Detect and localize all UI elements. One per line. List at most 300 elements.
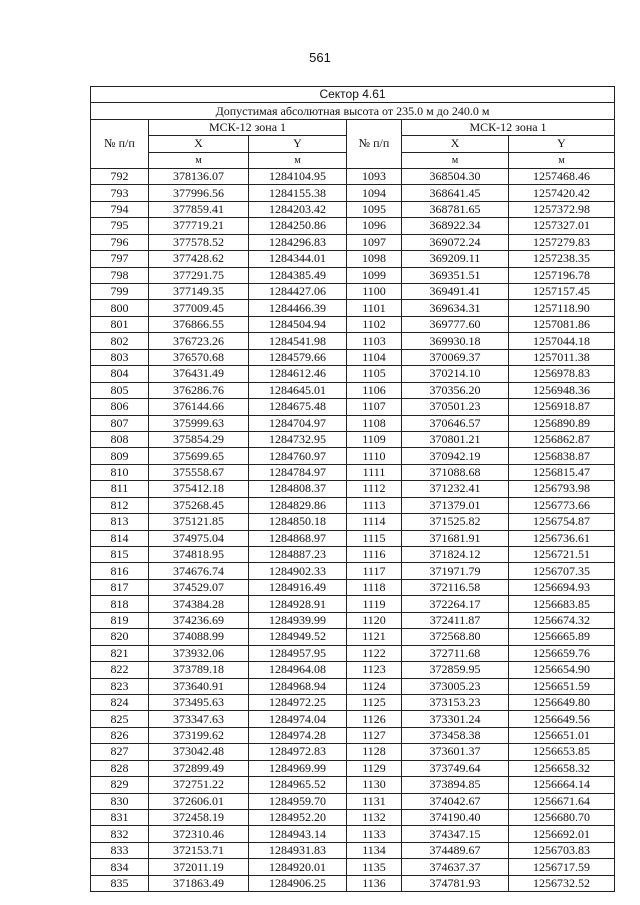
y-value-left: 1284931.83 xyxy=(249,842,347,858)
point-number-left: 829 xyxy=(91,777,149,793)
x-value-right: 369491.41 xyxy=(402,284,509,300)
x-value-right: 369209.11 xyxy=(402,251,509,267)
x-value-left: 374529.07 xyxy=(149,579,249,595)
point-number-right: 1120 xyxy=(347,612,402,628)
point-number-left: 806 xyxy=(91,399,149,415)
y-value-left: 1284784.97 xyxy=(249,464,347,480)
x-value-right: 374347.15 xyxy=(402,826,509,842)
y-value-left: 1284939.99 xyxy=(249,612,347,628)
table-row xyxy=(91,267,615,283)
x-value-left: 373347.63 xyxy=(149,711,249,727)
y-value-right: 1256654.90 xyxy=(509,662,615,678)
point-number-right: 1094 xyxy=(347,185,402,201)
point-number-left: 835 xyxy=(91,875,149,891)
x-value-left: 373495.63 xyxy=(149,694,249,710)
table-row xyxy=(91,185,615,201)
x-header-right: X xyxy=(402,136,509,152)
point-number-left: 824 xyxy=(91,694,149,710)
table-row xyxy=(91,431,615,447)
point-number-right: 1125 xyxy=(347,694,402,710)
y-value-left: 1284385.49 xyxy=(249,267,347,283)
point-number-left: 802 xyxy=(91,333,149,349)
y-value-left: 1284952.20 xyxy=(249,810,347,826)
y-value-right: 1257044.18 xyxy=(509,333,615,349)
y-value-left: 1284203.42 xyxy=(249,201,347,217)
y-value-left: 1284974.04 xyxy=(249,711,347,727)
y-value-right: 1256665.89 xyxy=(509,629,615,645)
y-value-left: 1284104.95 xyxy=(249,168,347,184)
sector-title: Сектор 4.61 xyxy=(91,87,615,103)
table-row xyxy=(91,875,615,891)
point-number-left: 827 xyxy=(91,744,149,760)
y-value-left: 1284916.49 xyxy=(249,579,347,595)
y-value-left: 1284943.14 xyxy=(249,826,347,842)
y-value-left: 1284541.98 xyxy=(249,333,347,349)
point-number-left: 833 xyxy=(91,842,149,858)
y-value-left: 1284704.97 xyxy=(249,415,347,431)
y-value-left: 1284972.83 xyxy=(249,744,347,760)
x-value-left: 374818.95 xyxy=(149,547,249,563)
table-row xyxy=(91,366,615,382)
point-number-left: 798 xyxy=(91,267,149,283)
point-number-left: 826 xyxy=(91,727,149,743)
table-row xyxy=(91,711,615,727)
x-value-left: 376570.68 xyxy=(149,349,249,365)
point-number-right: 1113 xyxy=(347,497,402,513)
point-number-right: 1095 xyxy=(347,201,402,217)
x-value-left: 375999.63 xyxy=(149,415,249,431)
coordinates-table xyxy=(90,86,615,892)
x-value-left: 373640.91 xyxy=(149,678,249,694)
point-number-right: 1126 xyxy=(347,711,402,727)
point-number-left: 801 xyxy=(91,316,149,332)
y-value-right: 1256732.52 xyxy=(509,875,615,891)
point-number-right: 1123 xyxy=(347,662,402,678)
num-header-right: № п/п xyxy=(347,119,402,168)
table-row xyxy=(91,448,615,464)
table-row xyxy=(91,612,615,628)
point-number-right: 1118 xyxy=(347,579,402,595)
y-value-left: 1284675.48 xyxy=(249,399,347,415)
x-value-left: 375699.65 xyxy=(149,448,249,464)
x-value-left: 375121.85 xyxy=(149,514,249,530)
x-value-right: 370356.20 xyxy=(402,382,509,398)
y-value-left: 1284250.86 xyxy=(249,218,347,234)
x-value-right: 374042.67 xyxy=(402,793,509,809)
point-number-left: 813 xyxy=(91,514,149,530)
point-number-right: 1110 xyxy=(347,448,402,464)
point-number-left: 815 xyxy=(91,547,149,563)
y-value-right: 1256978.83 xyxy=(509,366,615,382)
y-value-right: 1257196.78 xyxy=(509,267,615,283)
y-value-right: 1256692.01 xyxy=(509,826,615,842)
table-row xyxy=(91,842,615,858)
point-number-right: 1136 xyxy=(347,875,402,891)
x-value-right: 371232.41 xyxy=(402,481,509,497)
y-value-right: 1256683.85 xyxy=(509,596,615,612)
table-row xyxy=(91,678,615,694)
x-value-right: 368504.30 xyxy=(402,168,509,184)
y-value-left: 1284906.25 xyxy=(249,875,347,891)
x-value-left: 376866.55 xyxy=(149,316,249,332)
x-value-left: 373199.62 xyxy=(149,727,249,743)
y-value-right: 1256653.85 xyxy=(509,744,615,760)
x-value-left: 374384.28 xyxy=(149,596,249,612)
x-value-right: 374781.93 xyxy=(402,875,509,891)
x-value-left: 373789.18 xyxy=(149,662,249,678)
x-value-right: 371971.79 xyxy=(402,563,509,579)
y-value-left: 1284972.25 xyxy=(249,694,347,710)
x-value-right: 372116.58 xyxy=(402,579,509,595)
point-number-left: 792 xyxy=(91,168,149,184)
y-value-left: 1284466.39 xyxy=(249,300,347,316)
y-value-left: 1284959.70 xyxy=(249,793,347,809)
y-value-right: 1257468.46 xyxy=(509,168,615,184)
y-value-right: 1257420.42 xyxy=(509,185,615,201)
x-value-left: 372458.19 xyxy=(149,810,249,826)
x-value-left: 377719.21 xyxy=(149,218,249,234)
y-value-left: 1284964.08 xyxy=(249,662,347,678)
x-value-right: 374489.67 xyxy=(402,842,509,858)
point-number-right: 1108 xyxy=(347,415,402,431)
x-value-left: 375268.45 xyxy=(149,497,249,513)
point-number-left: 794 xyxy=(91,201,149,217)
y-value-right: 1256862.87 xyxy=(509,431,615,447)
point-number-left: 814 xyxy=(91,530,149,546)
y-value-left: 1284732.95 xyxy=(249,431,347,447)
point-number-right: 1121 xyxy=(347,629,402,645)
x-value-right: 371088.68 xyxy=(402,464,509,480)
point-number-right: 1106 xyxy=(347,382,402,398)
y-value-right: 1256754.87 xyxy=(509,514,615,530)
table-row xyxy=(91,810,615,826)
y-value-right: 1256649.80 xyxy=(509,694,615,710)
point-number-right: 1132 xyxy=(347,810,402,826)
point-number-left: 796 xyxy=(91,234,149,250)
point-number-right: 1096 xyxy=(347,218,402,234)
point-number-left: 821 xyxy=(91,645,149,661)
y-value-left: 1284957.95 xyxy=(249,645,347,661)
x-value-left: 372011.19 xyxy=(149,859,249,875)
y-value-left: 1284902.33 xyxy=(249,563,347,579)
y-value-right: 1256721.51 xyxy=(509,547,615,563)
point-number-left: 799 xyxy=(91,284,149,300)
point-number-left: 812 xyxy=(91,497,149,513)
system-header-right: МСК-12 зона 1 xyxy=(402,119,615,135)
x-value-left: 374236.69 xyxy=(149,612,249,628)
y-value-left: 1284579.66 xyxy=(249,349,347,365)
x-unit-right: м xyxy=(402,152,509,168)
y-value-right: 1257238.35 xyxy=(509,251,615,267)
y-header-left: Y xyxy=(249,136,347,152)
x-value-right: 369930.18 xyxy=(402,333,509,349)
y-value-left: 1284296.83 xyxy=(249,234,347,250)
x-value-right: 374637.37 xyxy=(402,859,509,875)
y-value-left: 1284808.37 xyxy=(249,481,347,497)
x-value-left: 375854.29 xyxy=(149,431,249,447)
y-value-right: 1256680.70 xyxy=(509,810,615,826)
y-value-left: 1284920.01 xyxy=(249,859,347,875)
y-unit-right: м xyxy=(509,152,615,168)
table-row xyxy=(91,300,615,316)
x-value-left: 377578.52 xyxy=(149,234,249,250)
table-row xyxy=(91,251,615,267)
point-number-left: 823 xyxy=(91,678,149,694)
y-value-left: 1284887.23 xyxy=(249,547,347,563)
point-number-left: 817 xyxy=(91,579,149,595)
point-number-left: 822 xyxy=(91,662,149,678)
y-value-left: 1284427.06 xyxy=(249,284,347,300)
point-number-right: 1107 xyxy=(347,399,402,415)
point-number-left: 831 xyxy=(91,810,149,826)
point-number-left: 793 xyxy=(91,185,149,201)
y-value-left: 1284645.01 xyxy=(249,382,347,398)
point-number-right: 1124 xyxy=(347,678,402,694)
x-value-right: 370069.37 xyxy=(402,349,509,365)
table-row xyxy=(91,530,615,546)
x-value-left: 371863.49 xyxy=(149,875,249,891)
table-row xyxy=(91,826,615,842)
point-number-left: 828 xyxy=(91,760,149,776)
x-value-right: 369777.60 xyxy=(402,316,509,332)
point-number-right: 1133 xyxy=(347,826,402,842)
x-value-right: 370801.21 xyxy=(402,431,509,447)
y-value-right: 1256918.87 xyxy=(509,399,615,415)
x-value-left: 374088.99 xyxy=(149,629,249,645)
x-value-left: 373042.48 xyxy=(149,744,249,760)
point-number-right: 1099 xyxy=(347,267,402,283)
y-value-right: 1256671.64 xyxy=(509,793,615,809)
table-row xyxy=(91,727,615,743)
table-row xyxy=(91,547,615,563)
table-row xyxy=(91,284,615,300)
table-row xyxy=(91,168,615,184)
x-value-right: 368641.45 xyxy=(402,185,509,201)
y-value-right: 1256838.87 xyxy=(509,448,615,464)
x-value-right: 371824.12 xyxy=(402,547,509,563)
y-value-right: 1257081.86 xyxy=(509,316,615,332)
table-row xyxy=(91,563,615,579)
table-row xyxy=(91,218,615,234)
x-value-left: 374975.04 xyxy=(149,530,249,546)
y-value-left: 1284868.97 xyxy=(249,530,347,546)
x-value-right: 371379.01 xyxy=(402,497,509,513)
point-number-left: 818 xyxy=(91,596,149,612)
x-value-right: 369351.51 xyxy=(402,267,509,283)
x-unit-left: м xyxy=(149,152,249,168)
y-value-right: 1257011.38 xyxy=(509,349,615,365)
table-row xyxy=(91,399,615,415)
point-number-left: 811 xyxy=(91,481,149,497)
table-row xyxy=(91,497,615,513)
x-value-right: 368922.34 xyxy=(402,218,509,234)
point-number-right: 1122 xyxy=(347,645,402,661)
y-value-right: 1257118.90 xyxy=(509,300,615,316)
x-value-left: 372153.71 xyxy=(149,842,249,858)
x-value-right: 370214.10 xyxy=(402,366,509,382)
y-value-right: 1257157.45 xyxy=(509,284,615,300)
point-number-left: 810 xyxy=(91,464,149,480)
table-row xyxy=(91,859,615,875)
point-number-right: 1119 xyxy=(347,596,402,612)
y-value-right: 1256815.47 xyxy=(509,464,615,480)
y-value-left: 1284949.52 xyxy=(249,629,347,645)
x-value-right: 374190.40 xyxy=(402,810,509,826)
point-number-right: 1128 xyxy=(347,744,402,760)
x-value-left: 372310.46 xyxy=(149,826,249,842)
point-number-right: 1102 xyxy=(347,316,402,332)
y-unit-left: м xyxy=(249,152,347,168)
table-row xyxy=(91,415,615,431)
x-value-right: 373153.23 xyxy=(402,694,509,710)
x-value-left: 378136.07 xyxy=(149,168,249,184)
x-value-left: 372751.22 xyxy=(149,777,249,793)
x-value-right: 369072.24 xyxy=(402,234,509,250)
x-value-right: 368781.65 xyxy=(402,201,509,217)
page-number: 561 xyxy=(309,50,331,65)
y-value-right: 1256659.76 xyxy=(509,645,615,661)
y-value-left: 1284829.86 xyxy=(249,497,347,513)
table-row xyxy=(91,316,615,332)
table-row xyxy=(91,464,615,480)
x-value-left: 375412.18 xyxy=(149,481,249,497)
y-value-right: 1256948.36 xyxy=(509,382,615,398)
x-value-right: 372711.68 xyxy=(402,645,509,661)
y-value-left: 1284965.52 xyxy=(249,777,347,793)
x-value-left: 375558.67 xyxy=(149,464,249,480)
point-number-right: 1101 xyxy=(347,300,402,316)
x-value-right: 373749.64 xyxy=(402,760,509,776)
point-number-right: 1117 xyxy=(347,563,402,579)
table-row xyxy=(91,234,615,250)
height-range: Допустимая абсолютная высота от 235.0 м до 240.0 м xyxy=(91,103,615,119)
y-value-right: 1256649.56 xyxy=(509,711,615,727)
point-number-left: 803 xyxy=(91,349,149,365)
y-value-right: 1257279.83 xyxy=(509,234,615,250)
table-row xyxy=(91,645,615,661)
table-row xyxy=(91,760,615,776)
y-value-right: 1256651.01 xyxy=(509,727,615,743)
y-value-right: 1256793.98 xyxy=(509,481,615,497)
table-row xyxy=(91,662,615,678)
y-value-right: 1257372.98 xyxy=(509,201,615,217)
x-value-left: 376144.66 xyxy=(149,399,249,415)
y-header-right: Y xyxy=(509,136,615,152)
y-value-right: 1256707.35 xyxy=(509,563,615,579)
point-number-right: 1112 xyxy=(347,481,402,497)
x-value-left: 374676.74 xyxy=(149,563,249,579)
table-row xyxy=(91,579,615,595)
y-value-right: 1256736.61 xyxy=(509,530,615,546)
point-number-right: 1127 xyxy=(347,727,402,743)
point-number-right: 1130 xyxy=(347,777,402,793)
x-value-right: 369634.31 xyxy=(402,300,509,316)
x-value-right: 372411.87 xyxy=(402,612,509,628)
x-value-left: 377996.56 xyxy=(149,185,249,201)
table-row xyxy=(91,744,615,760)
point-number-right: 1104 xyxy=(347,349,402,365)
table-row xyxy=(91,382,615,398)
table-row xyxy=(91,694,615,710)
point-number-right: 1114 xyxy=(347,514,402,530)
x-header-left: X xyxy=(149,136,249,152)
y-value-left: 1284969.99 xyxy=(249,760,347,776)
y-value-right: 1257327.01 xyxy=(509,218,615,234)
x-value-right: 370942.19 xyxy=(402,448,509,464)
y-value-right: 1256658.32 xyxy=(509,760,615,776)
point-number-right: 1109 xyxy=(347,431,402,447)
table-row xyxy=(91,481,615,497)
y-value-left: 1284850.18 xyxy=(249,514,347,530)
y-value-left: 1284968.94 xyxy=(249,678,347,694)
point-number-right: 1134 xyxy=(347,842,402,858)
table-row xyxy=(91,596,615,612)
y-value-right: 1256703.83 xyxy=(509,842,615,858)
y-value-right: 1256651.59 xyxy=(509,678,615,694)
point-number-right: 1116 xyxy=(347,547,402,563)
x-value-right: 371525.82 xyxy=(402,514,509,530)
y-value-left: 1284155.38 xyxy=(249,185,347,201)
y-value-left: 1284612.46 xyxy=(249,366,347,382)
x-value-right: 372859.95 xyxy=(402,662,509,678)
y-value-right: 1256890.89 xyxy=(509,415,615,431)
point-number-left: 834 xyxy=(91,859,149,875)
y-value-left: 1284974.28 xyxy=(249,727,347,743)
point-number-right: 1111 xyxy=(347,464,402,480)
point-number-left: 808 xyxy=(91,431,149,447)
num-header-left: № п/п xyxy=(91,119,149,168)
x-value-right: 372568.80 xyxy=(402,629,509,645)
point-number-left: 816 xyxy=(91,563,149,579)
table-row xyxy=(91,777,615,793)
table-row xyxy=(91,629,615,645)
x-value-right: 373601.37 xyxy=(402,744,509,760)
point-number-left: 819 xyxy=(91,612,149,628)
point-number-right: 1100 xyxy=(347,284,402,300)
x-value-right: 373894.85 xyxy=(402,777,509,793)
x-value-right: 370501.23 xyxy=(402,399,509,415)
x-value-left: 376431.49 xyxy=(149,366,249,382)
y-value-left: 1284928.91 xyxy=(249,596,347,612)
table-row xyxy=(91,333,615,349)
point-number-left: 809 xyxy=(91,448,149,464)
x-value-right: 373005.23 xyxy=(402,678,509,694)
x-value-left: 377009.45 xyxy=(149,300,249,316)
x-value-left: 377291.75 xyxy=(149,267,249,283)
y-value-right: 1256773.66 xyxy=(509,497,615,513)
table-row xyxy=(91,793,615,809)
point-number-right: 1097 xyxy=(347,234,402,250)
x-value-left: 376286.76 xyxy=(149,382,249,398)
point-number-right: 1115 xyxy=(347,530,402,546)
point-number-right: 1131 xyxy=(347,793,402,809)
y-value-right: 1256664.14 xyxy=(509,777,615,793)
point-number-right: 1103 xyxy=(347,333,402,349)
point-number-right: 1093 xyxy=(347,168,402,184)
point-number-right: 1105 xyxy=(347,366,402,382)
x-value-left: 372606.01 xyxy=(149,793,249,809)
point-number-left: 807 xyxy=(91,415,149,431)
y-value-left: 1284344.01 xyxy=(249,251,347,267)
point-number-left: 800 xyxy=(91,300,149,316)
point-number-right: 1135 xyxy=(347,859,402,875)
point-number-left: 832 xyxy=(91,826,149,842)
point-number-left: 804 xyxy=(91,366,149,382)
y-value-left: 1284760.97 xyxy=(249,448,347,464)
x-value-right: 371681.91 xyxy=(402,530,509,546)
x-value-right: 373301.24 xyxy=(402,711,509,727)
table-row xyxy=(91,201,615,217)
